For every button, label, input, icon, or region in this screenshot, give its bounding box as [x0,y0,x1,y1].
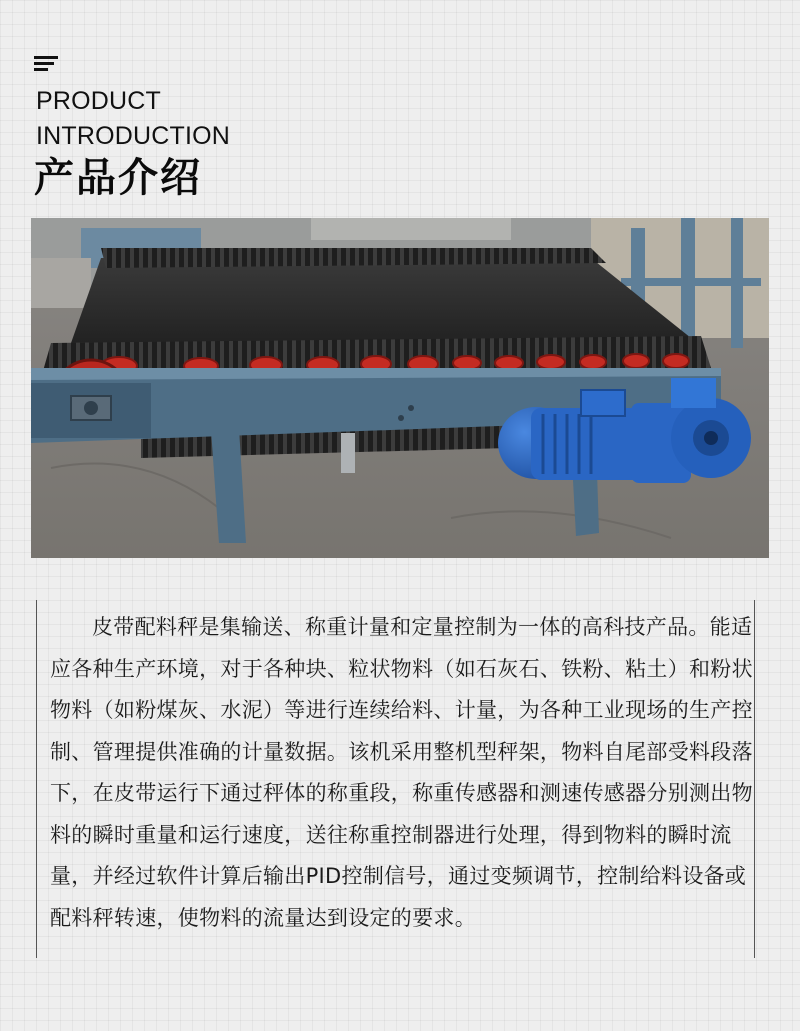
menu-lines-icon [34,56,60,72]
title-en-line1: PRODUCT [36,87,162,115]
product-photo [31,218,769,558]
section-title-english [36,84,230,154]
text-frame-left-rule [36,600,37,958]
product-description: 皮带配料秤是集输送、称重计量和定量控制为一体的高科技产品。能适应各种生产环境，对于各种块、粒状物料（如石灰石、铁粉、粘土）和粉状物料（如粉煤灰、水泥）等进行连续给料、计量，为各种工业现场的生产控制、管理提供准确的计量数据。该机采用整机型秤架，物料自尾部受料段落下，在皮带运行下通过秤体的称重段，称重传感器和测速传感器分别测出物料的瞬时重量和运行速度，送往称重控制器进行处理，得到物料的瞬时流量，并经过软件计算后输出PID控制信号，通过变频调节，控制给料设备或配料秤转速，使物料的流量达到设定的要求。 [50,615,753,930]
section-title-chinese: 产品介绍 [34,155,202,201]
title-en-line2: INTRODUCTION [36,122,231,150]
